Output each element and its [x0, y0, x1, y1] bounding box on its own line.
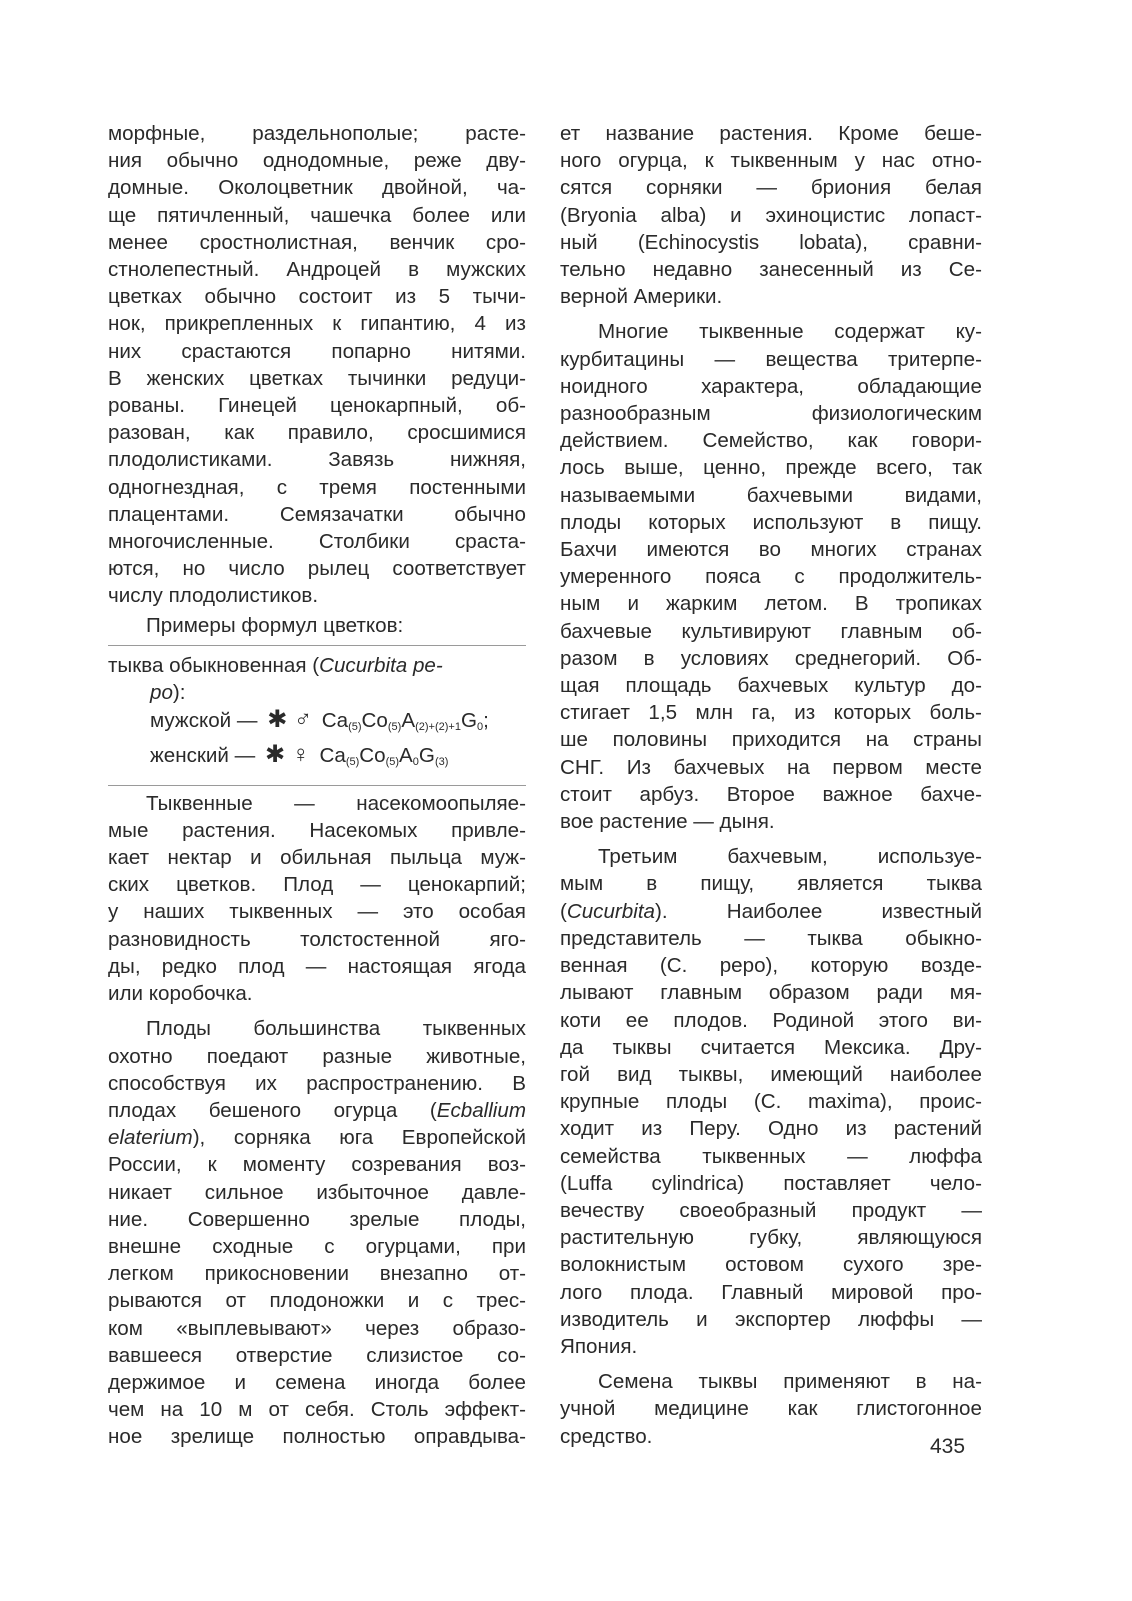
text-line: курбитацины — вещества тритерпе-: [560, 347, 982, 371]
text-line: одногнездная, с тремя постенными: [108, 475, 526, 499]
text-line: elaterium), сорняка юга Европейской: [108, 1126, 526, 1150]
text-line: ноидного характера, обладающие: [560, 374, 982, 398]
text-line: (Bryonia alba) и эхиноцистис лопаст-: [560, 203, 982, 227]
text-line: ние. Совершенно зрелые плоды,: [108, 1207, 526, 1231]
paragraph-seeds: [560, 1368, 982, 1450]
text-line: морфные, раздельнополые; расте-: [108, 122, 526, 145]
text-line: волокнистым остовом сухого зре-: [560, 1253, 982, 1277]
text-line: (Luffa cylindrica) поставляет чело-: [560, 1171, 982, 1195]
text-line: ным и жарким летом. В тропиках: [560, 592, 982, 616]
flower-formula-box: [108, 645, 526, 786]
text-line: России, к моменту созревания воз-: [108, 1153, 526, 1177]
paragraph-weeds: [560, 120, 982, 310]
female-flower-formula: женский — ✱ ♀ $Ca_{(5)}Co_{(5)}A_0G_{(3)}$: [150, 741, 449, 769]
text-line: венная (C. pepo), которую возде-: [560, 954, 982, 978]
text-line: ное зрелище полностью оправдыва-: [108, 1425, 526, 1449]
text-line: СНГ. Из бахчевых на первом месте: [560, 755, 982, 779]
text-line: семейства тыквенных — люффа: [560, 1144, 982, 1168]
text-line: Многие тыквенные содержат ку-: [598, 320, 982, 344]
text-line: ходит из Перу. Одно из растений: [560, 1117, 982, 1141]
text-line: лось выше, ценно, прежде всего, так: [560, 456, 982, 480]
text-line: сятся сорняки — бриония белая: [560, 176, 982, 200]
text-line: ного огурца, к тыквенным у нас отно-: [560, 149, 982, 173]
text-line: гой вид тыквы, имеющий наиболее: [560, 1062, 982, 1086]
text-line: рываются от плодоножки и с трес-: [108, 1289, 526, 1313]
text-line: верной Америки.: [560, 285, 723, 309]
text-line: (Cucurbita). Наиболее известный: [560, 899, 982, 923]
text-line: многочисленные. Столбики сраста-: [108, 530, 526, 554]
text-line: них срастаются попарно нитями.: [108, 339, 526, 363]
text-line: лывают главным образом ради мя-: [560, 981, 982, 1005]
text-line: растительную губку, являющуюся: [560, 1226, 982, 1250]
male-symbol-icon: ✱ ♂: [267, 706, 313, 734]
text-line: вое растение — дыня.: [560, 810, 775, 834]
text-line: плоды которых используют в пищу.: [560, 510, 982, 534]
text-line: нок, прикрепленных к гипантию, 4 из: [108, 312, 526, 336]
text-line: плодах бешеного огурца (Ecballium: [108, 1098, 526, 1122]
text-line: мые растения. Насекомых привле-: [108, 818, 526, 842]
formula-species: тыква обыкновенная (Cucurbita pe-: [108, 653, 443, 677]
text-line: внешне сходные с огурцами, при: [108, 1234, 526, 1258]
text-line: стнолепестный. Андроцей в мужских: [108, 258, 526, 282]
text-line: Бахчи имеются во многих странах: [560, 538, 982, 562]
text-line: Третьим бахчевым, используе-: [598, 845, 982, 869]
text-line: ды, редко плод — настоящая ягода: [108, 954, 526, 978]
text-line: ный (Echinocystis lobata), сравни-: [560, 230, 982, 254]
text-line: ет название растения. Кроме беше-: [560, 122, 982, 145]
text-line: кает нектар и обильная пыльца муж-: [108, 846, 526, 870]
text-line: В женских цветках тычинки редуци-: [108, 366, 526, 390]
text-line: щая площадь бахчевых культур до-: [560, 674, 982, 698]
text-line: бахчевые культивируют главным об-: [560, 619, 982, 643]
paragraph-cucurbitacins: [560, 318, 982, 835]
text-line: называемыми бахчевыми видами,: [560, 483, 982, 507]
text-line: домные. Околоцветник двойной, ча-: [108, 176, 526, 200]
left-column: [108, 120, 526, 1451]
text-line: вечеству своеобразный продукт —: [560, 1198, 982, 1222]
text-line: разом в условиях среднегорий. Об-: [560, 646, 982, 670]
text-line: плодолистиками. Завязь нижняя,: [108, 448, 526, 472]
text-line: ских цветков. Плод — ценокарпий;: [108, 873, 526, 897]
text-line: Тыквенные — насекомоопыляе-: [146, 791, 526, 815]
paragraph-ecballium: [108, 1015, 526, 1450]
text-line: стоит арбуз. Второе важное бахче-: [560, 782, 982, 806]
text-line: рованы. Гинецей ценокарпный, об-: [108, 394, 526, 418]
text-line: крупные плоды (C. maxima), проис-: [560, 1090, 982, 1114]
right-column: [560, 120, 982, 1450]
text-line: разнообразным физиологическим: [560, 402, 982, 426]
male-flower-formula: мужской — ✱ ♂ $Ca_{(5)}Co_{(5)}A_{(2)+(2)+1}G_0$;: [150, 706, 489, 734]
text-line: да тыквы считается Мексика. Дру-: [560, 1035, 982, 1059]
text-line: представитель — тыква обыкно-: [560, 926, 982, 950]
female-symbol-icon: ✱ ♀: [264, 741, 310, 769]
paragraph-pumpkin: [560, 843, 982, 1360]
formula-species-cont: po):: [150, 681, 186, 705]
text-line: охотно поедают разные животные,: [108, 1044, 526, 1068]
text-line: ются, но число рылец соответствует: [108, 557, 526, 581]
formula-intro: Примеры формул цветков:: [146, 613, 404, 637]
text-line: разован, как правило, сросшимися: [108, 421, 526, 445]
page-number: 435: [930, 1435, 966, 1458]
text-line: тельно недавно занесенный из Се-: [560, 258, 982, 282]
text-line: никает сильное избыточное давле-: [108, 1180, 526, 1204]
text-line: вавшееся отверстие слизистое со-: [108, 1343, 526, 1367]
text-line: ще пятичленный, чашечка более или: [108, 203, 526, 227]
text-line: разновидность толстостенной яго-: [108, 927, 526, 951]
text-line: плацентами. Семязачатки обычно: [108, 502, 526, 526]
paragraph-pollination: [108, 790, 526, 1008]
text-line: у наших тыквенных — это особая: [108, 900, 526, 924]
text-line: Япония.: [560, 1334, 638, 1358]
text-line: держимое и семена иногда более: [108, 1370, 526, 1394]
text-line: мым в пищу, является тыква: [560, 872, 982, 896]
text-line: учной медицине как глистогонное: [560, 1397, 982, 1421]
text-line: средство.: [560, 1424, 653, 1448]
text-line: умеренного пояса с продолжитель-: [560, 565, 982, 589]
text-line: действием. Семейство, как говори-: [560, 429, 982, 453]
text-line: способствуя их распространению. В: [108, 1071, 526, 1095]
text-line: легком прикосновении внезапно от-: [108, 1262, 526, 1286]
text-line: менее сростнолистная, венчик сро-: [108, 230, 526, 254]
text-line: ше половины приходится на страны: [560, 728, 982, 752]
text-line: коти ее плодов. Родиной этого ви-: [560, 1008, 982, 1032]
text-line: изводитель и экспортер люффы —: [560, 1307, 982, 1331]
text-line: стигает 1,5 млн га, из которых боль-: [560, 701, 982, 725]
text-line: Семена тыквы применяют в на-: [598, 1370, 982, 1394]
text-line: или коробочка.: [108, 982, 253, 1006]
text-line: числу плодолистиков.: [108, 584, 319, 608]
text-line: Плоды большинства тыквенных: [146, 1017, 526, 1041]
text-line: лого плода. Главный мировой про-: [560, 1280, 982, 1304]
text-line: ком «выплевывают» через образо-: [108, 1316, 526, 1340]
text-line: чем на 10 м от себя. Столь эффект-: [108, 1398, 526, 1422]
text-line: цветках обычно состоит из 5 тычи-: [108, 285, 526, 309]
text-line: ния обычно однодомные, реже дву-: [108, 149, 526, 173]
paragraph-flower-structure: [108, 120, 526, 610]
